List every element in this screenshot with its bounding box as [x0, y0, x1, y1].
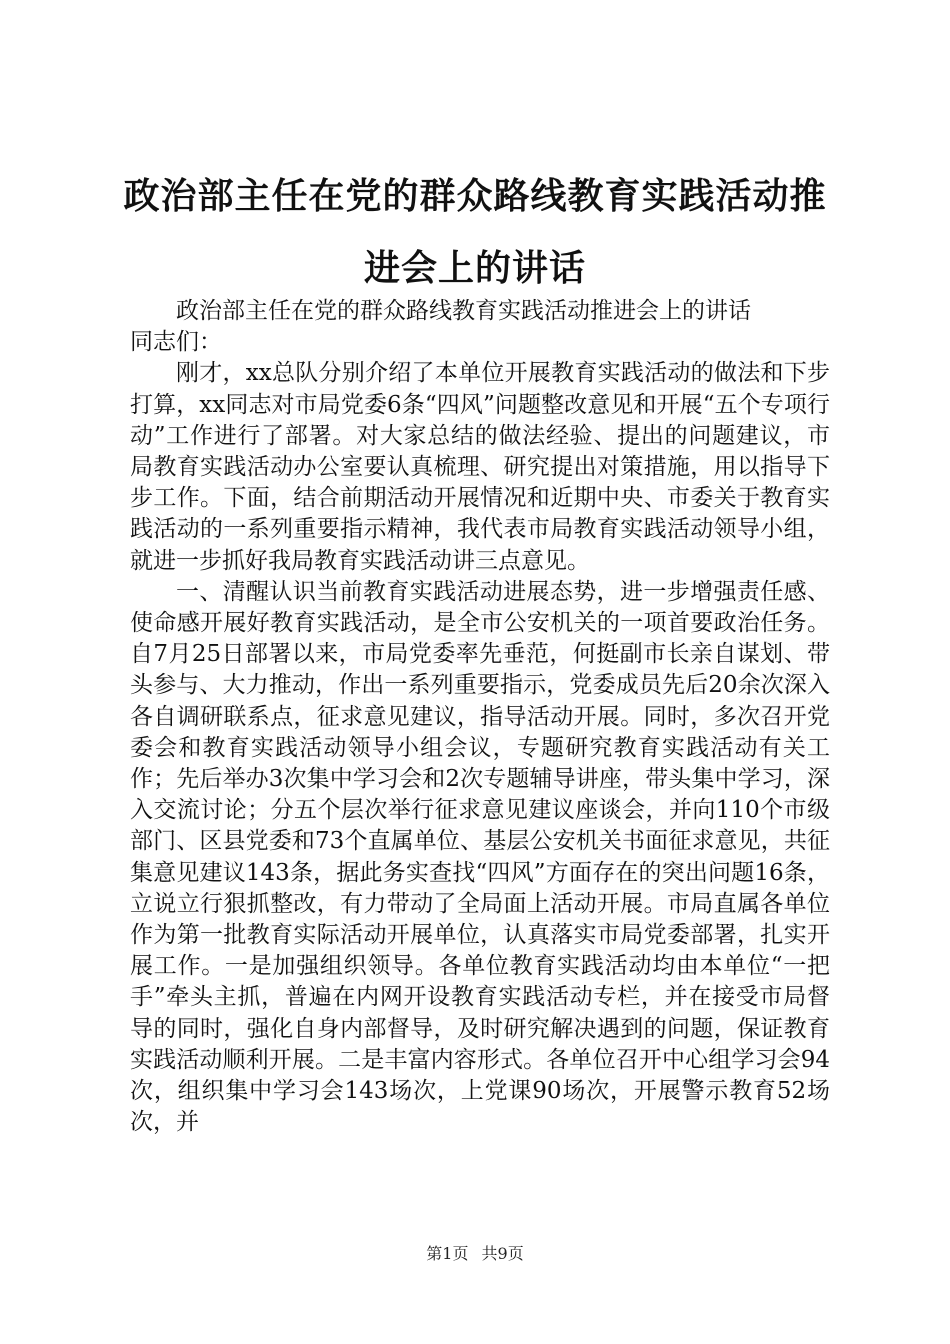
- document-title: 政治部主任在党的群众路线教育实践活动推进会上的讲话: [123, 175, 827, 289]
- paragraph-heading-repeat: 政治部主任在党的群众路线教育实践活动推进会上的讲话: [176, 298, 751, 324]
- paragraph-salutation: 同志们：: [130, 329, 222, 356]
- paragraph-intro: 刚才，xx总队分别介绍了本单位开展教育实践活动的做法和下步打算，xx同志对市局党委6条“四风”问题整改意见和开展“五个专项行动”工作进行了部署。对大家总结的做法经验、提出的问题建议，市局教育实践活动办公室要认真梳理、研究提出对策措施，用以指导下步工作。下面，结合前期活动开展情况和近期中央、市委关于教育实践活动的一系列重要指示精神，我代表市局教育实践活动领导小组，就进一步抓好我局教育实践活动讲三点意见。: [130, 360, 830, 574]
- page-footer: [0, 1244, 950, 1264]
- document-body: [130, 296, 830, 1138]
- page-number: 第1页: [426, 1244, 469, 1263]
- page-total: 共9页: [481, 1244, 524, 1263]
- paragraph-section-one: 一、清醒认识当前教育实践活动进展态势，进一步增强责任感、使命感开展好教育实践活动，是全市公安机关的一项首要政治任务。自7月25日部署以来，市局党委率先垂范，何挺副市长亲自谋划、带头参与、大力推动，作出一系列重要指示，党委成员先后20余次深入各自调研联系点，征求意见建议，指导活动开展。同时，多次召开党委会和教育实践活动领导小组会议，专题研究教育实践活动有关工作；先后举办3次集中学习会和2次专题辅导讲座，带头集中学习，深入交流讨论；分五个层次举行征求意见建议座谈会，并向110个市级部门、区县党委和73个直属单位、基层公安机关书面征求意见，共征集意见建议143条，据此务实查找“四风”方面存在的突出问题16条，立说立行狠抓整改，有力带动了全局面上活动开展。市局直属各单位作为第一批教育实际活动开展单位，认真落实市局党委部署，扎实开展工作。一是加强组织领导。各单位教育实践活动均由本单位“一把手”牵头主抓，普遍在内网开设教育实践活动专栏，并在接受市局督导的同时，强化自身内部督导，及时研究解决遇到的问题，保证教育实践活动顺利开展。二是丰富内容形式。各单位召开中心组学习会94次，组织集中学习会143场次，上党课90场次，开展警示教育52场次，并: [130, 578, 830, 1136]
